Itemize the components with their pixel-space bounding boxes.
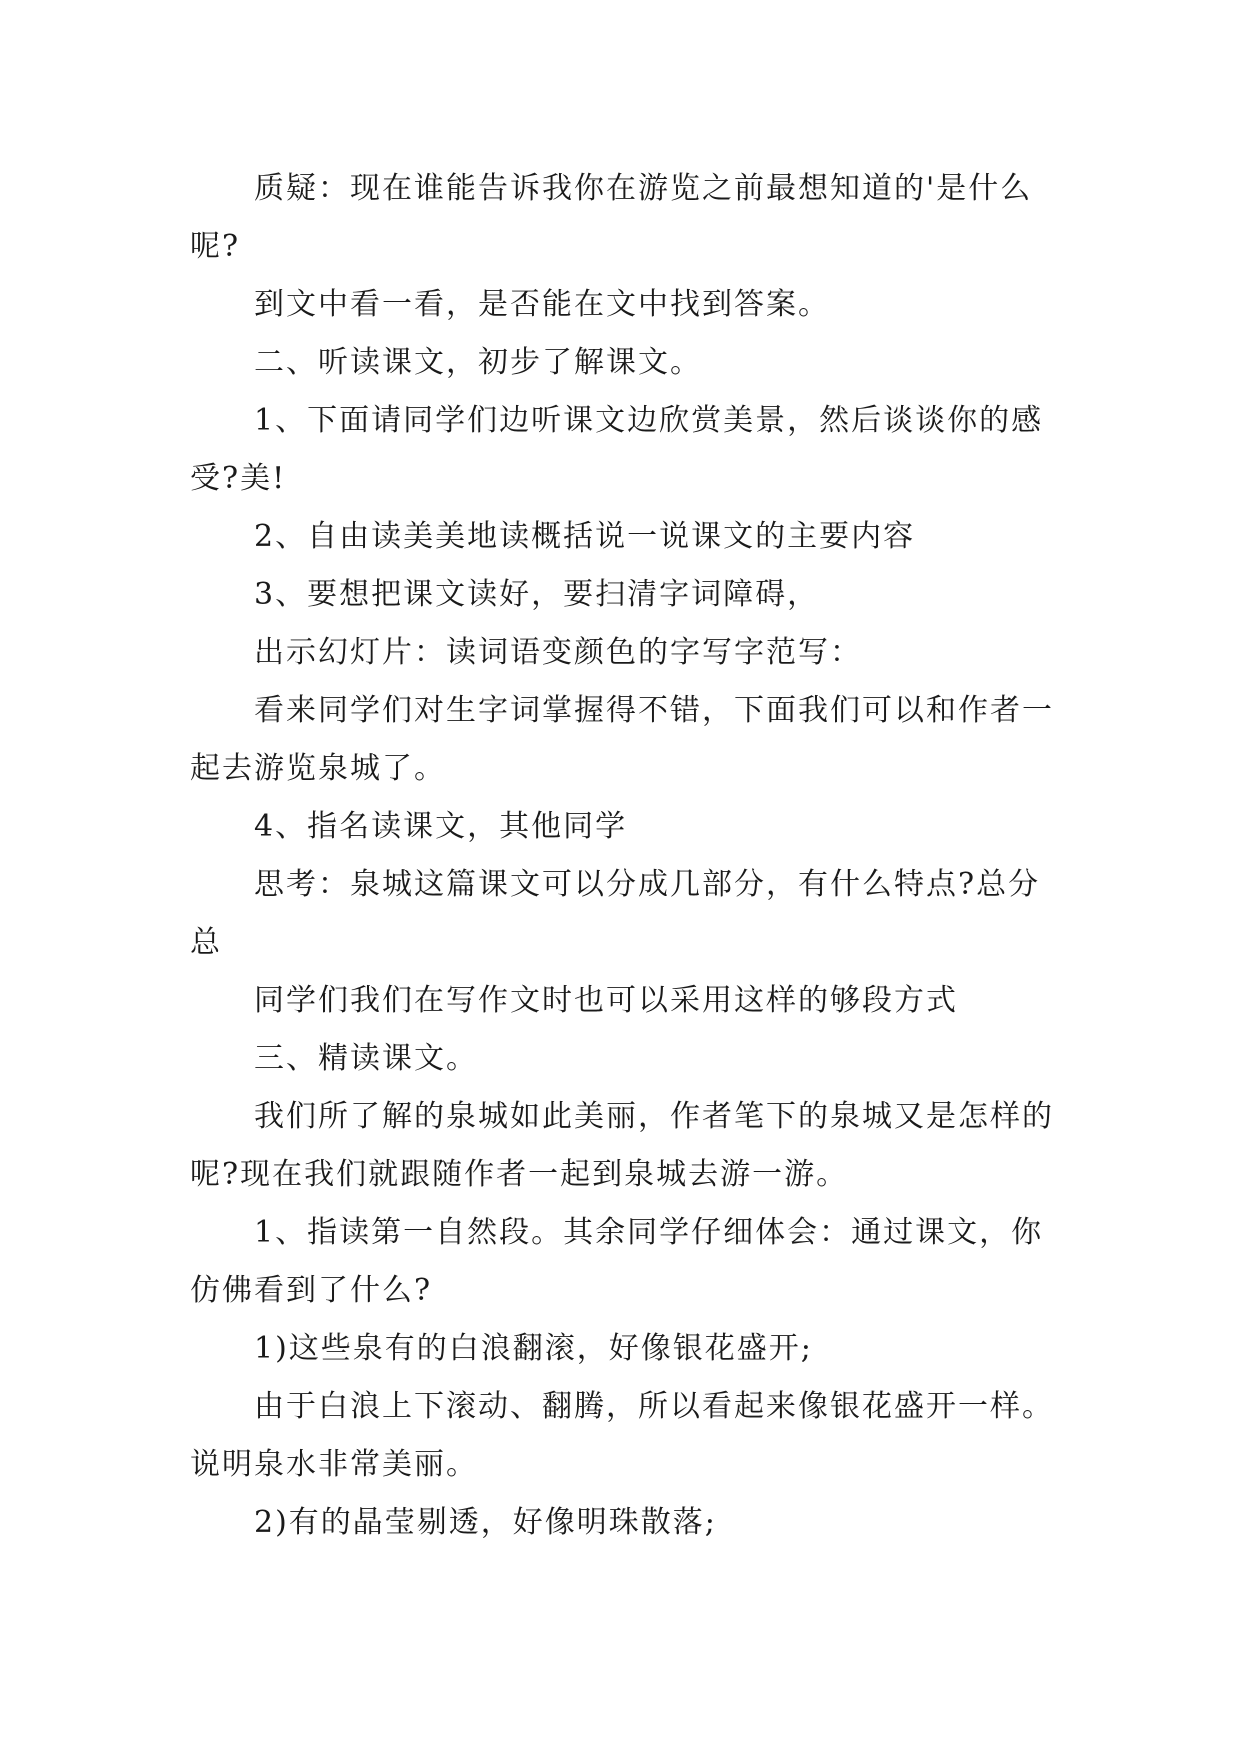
paragraph-4: 1、下面请同学们边听课文边欣赏美景，然后谈谈你的感受?美!: [190, 403, 1044, 496]
paragraph-6: 3、要想把课文读好，要扫清字词障碍，: [254, 577, 820, 612]
paragraph-9: 4、指名读课文，其他同学: [254, 809, 628, 844]
paragraph-7: 出示幻灯片：读词语变颜色的字写字范写：: [254, 635, 862, 670]
paragraph-15: 1)这些泉有的白浪翻滚，好像银花盛开;: [254, 1331, 813, 1366]
paragraph-16: 由于白浪上下滚动、翻腾，所以看起来像银花盛开一样。说明泉水非常美丽。: [190, 1389, 1054, 1482]
paragraph-13: 我们所了解的泉城如此美丽，作者笔下的泉城又是怎样的呢?现在我们就跟随作者一起到泉城去游一游。: [190, 1099, 1054, 1192]
paragraph-17: 2)有的晶莹剔透，好像明珠散落;: [254, 1505, 717, 1540]
paragraph-8: 看来同学们对生字词掌握得不错，下面我们可以和作者一起去游览泉城了。: [190, 693, 1054, 786]
document-body: [190, 160, 1060, 1552]
paragraph-1: 质疑：现在谁能告诉我你在游览之前最想知道的'是什么呢?: [190, 171, 1033, 264]
paragraph-10: 思考：泉城这篇课文可以分成几部分，有什么特点?总分总: [190, 867, 1041, 960]
paragraph-12: 三、精读课文。: [254, 1041, 478, 1076]
paragraph-14: 1、指读第一自然段。其余同学仔细体会：通过课文，你仿佛看到了什么?: [190, 1215, 1044, 1308]
paragraph-3: 二、听读课文，初步了解课文。: [254, 345, 702, 380]
paragraph-5: 2、自由读美美地读概括说一说课文的主要内容: [254, 519, 916, 554]
paragraph-11: 同学们我们在写作文时也可以采用这样的够段方式: [254, 983, 958, 1018]
paragraph-2: 到文中看一看，是否能在文中找到答案。: [254, 287, 830, 322]
